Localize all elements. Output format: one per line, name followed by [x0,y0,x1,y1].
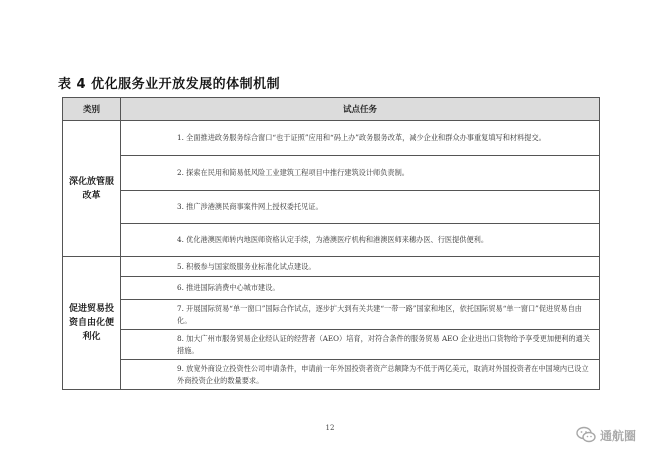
table-row [63,360,600,390]
task-cell: 8. 加大广州市服务贸易企业经认证的经营者（AEO）培育，对符合条件的服务贸易 AEO 企业进出口货物给予享受更加便利的通关措施。 [121,330,600,360]
category-cell: 促进贸易投资自由化便利化 [63,257,121,390]
task-cell: 7. 开展国际贸易“单一窗口”国际合作试点，逐步扩大到有关共建“一带一路”国家和地区，依托国际贸易“单一窗口”促进贸易自由化。 [121,300,600,330]
task-cell: 6. 推进国际消费中心城市建设。 [121,277,600,300]
table-row [63,156,600,191]
table-row [63,330,600,360]
task-cell: 2. 探索在民用和简易低风险工业建筑工程项目中推行建筑设计师负责制。 [121,156,600,191]
table-header-row [63,98,600,121]
task-cell: 9. 放宽外商设立投资性公司申请条件，申请前一年外国投资者资产总额降为不低于两亿美元，取消对外国投资者在中国境内已设立外商投资企业的数量要求。 [121,360,600,390]
table-row [63,191,600,224]
table-row [63,257,600,277]
table-row [63,121,600,156]
task-cell: 1. 全面推进政务服务综合窗口“也于证照”应用和“码上办”政务服务改革，减少企业和群众办事重复填写和材料提交。 [121,121,600,156]
task-cell: 5. 积极参与国家级服务业标准化试点建设。 [121,257,600,277]
watermark-text: 通航圈 [599,428,636,443]
table-row [63,300,600,330]
task-cell: 3. 推广涉港澳民商事案件网上授权委托见证。 [121,191,600,224]
task-cell: 4. 优化港澳医师转内地医师资格认定手续，为港澳医疗机构和港澳医师来穗办医、行医提供便利。 [121,224,600,257]
table-title: 表 4 优化服务业开放发展的体制机制 [58,77,281,92]
watermark [576,426,636,444]
page-number: 12 [325,424,335,432]
header-tasks: 试点任务 [121,98,600,121]
table-row [63,277,600,300]
table-row [63,224,600,257]
chat-bubble-icon [576,426,596,444]
category-cell: 深化放管服改革 [63,121,121,257]
header-category: 类别 [63,98,121,121]
pilot-task-table [62,97,600,390]
